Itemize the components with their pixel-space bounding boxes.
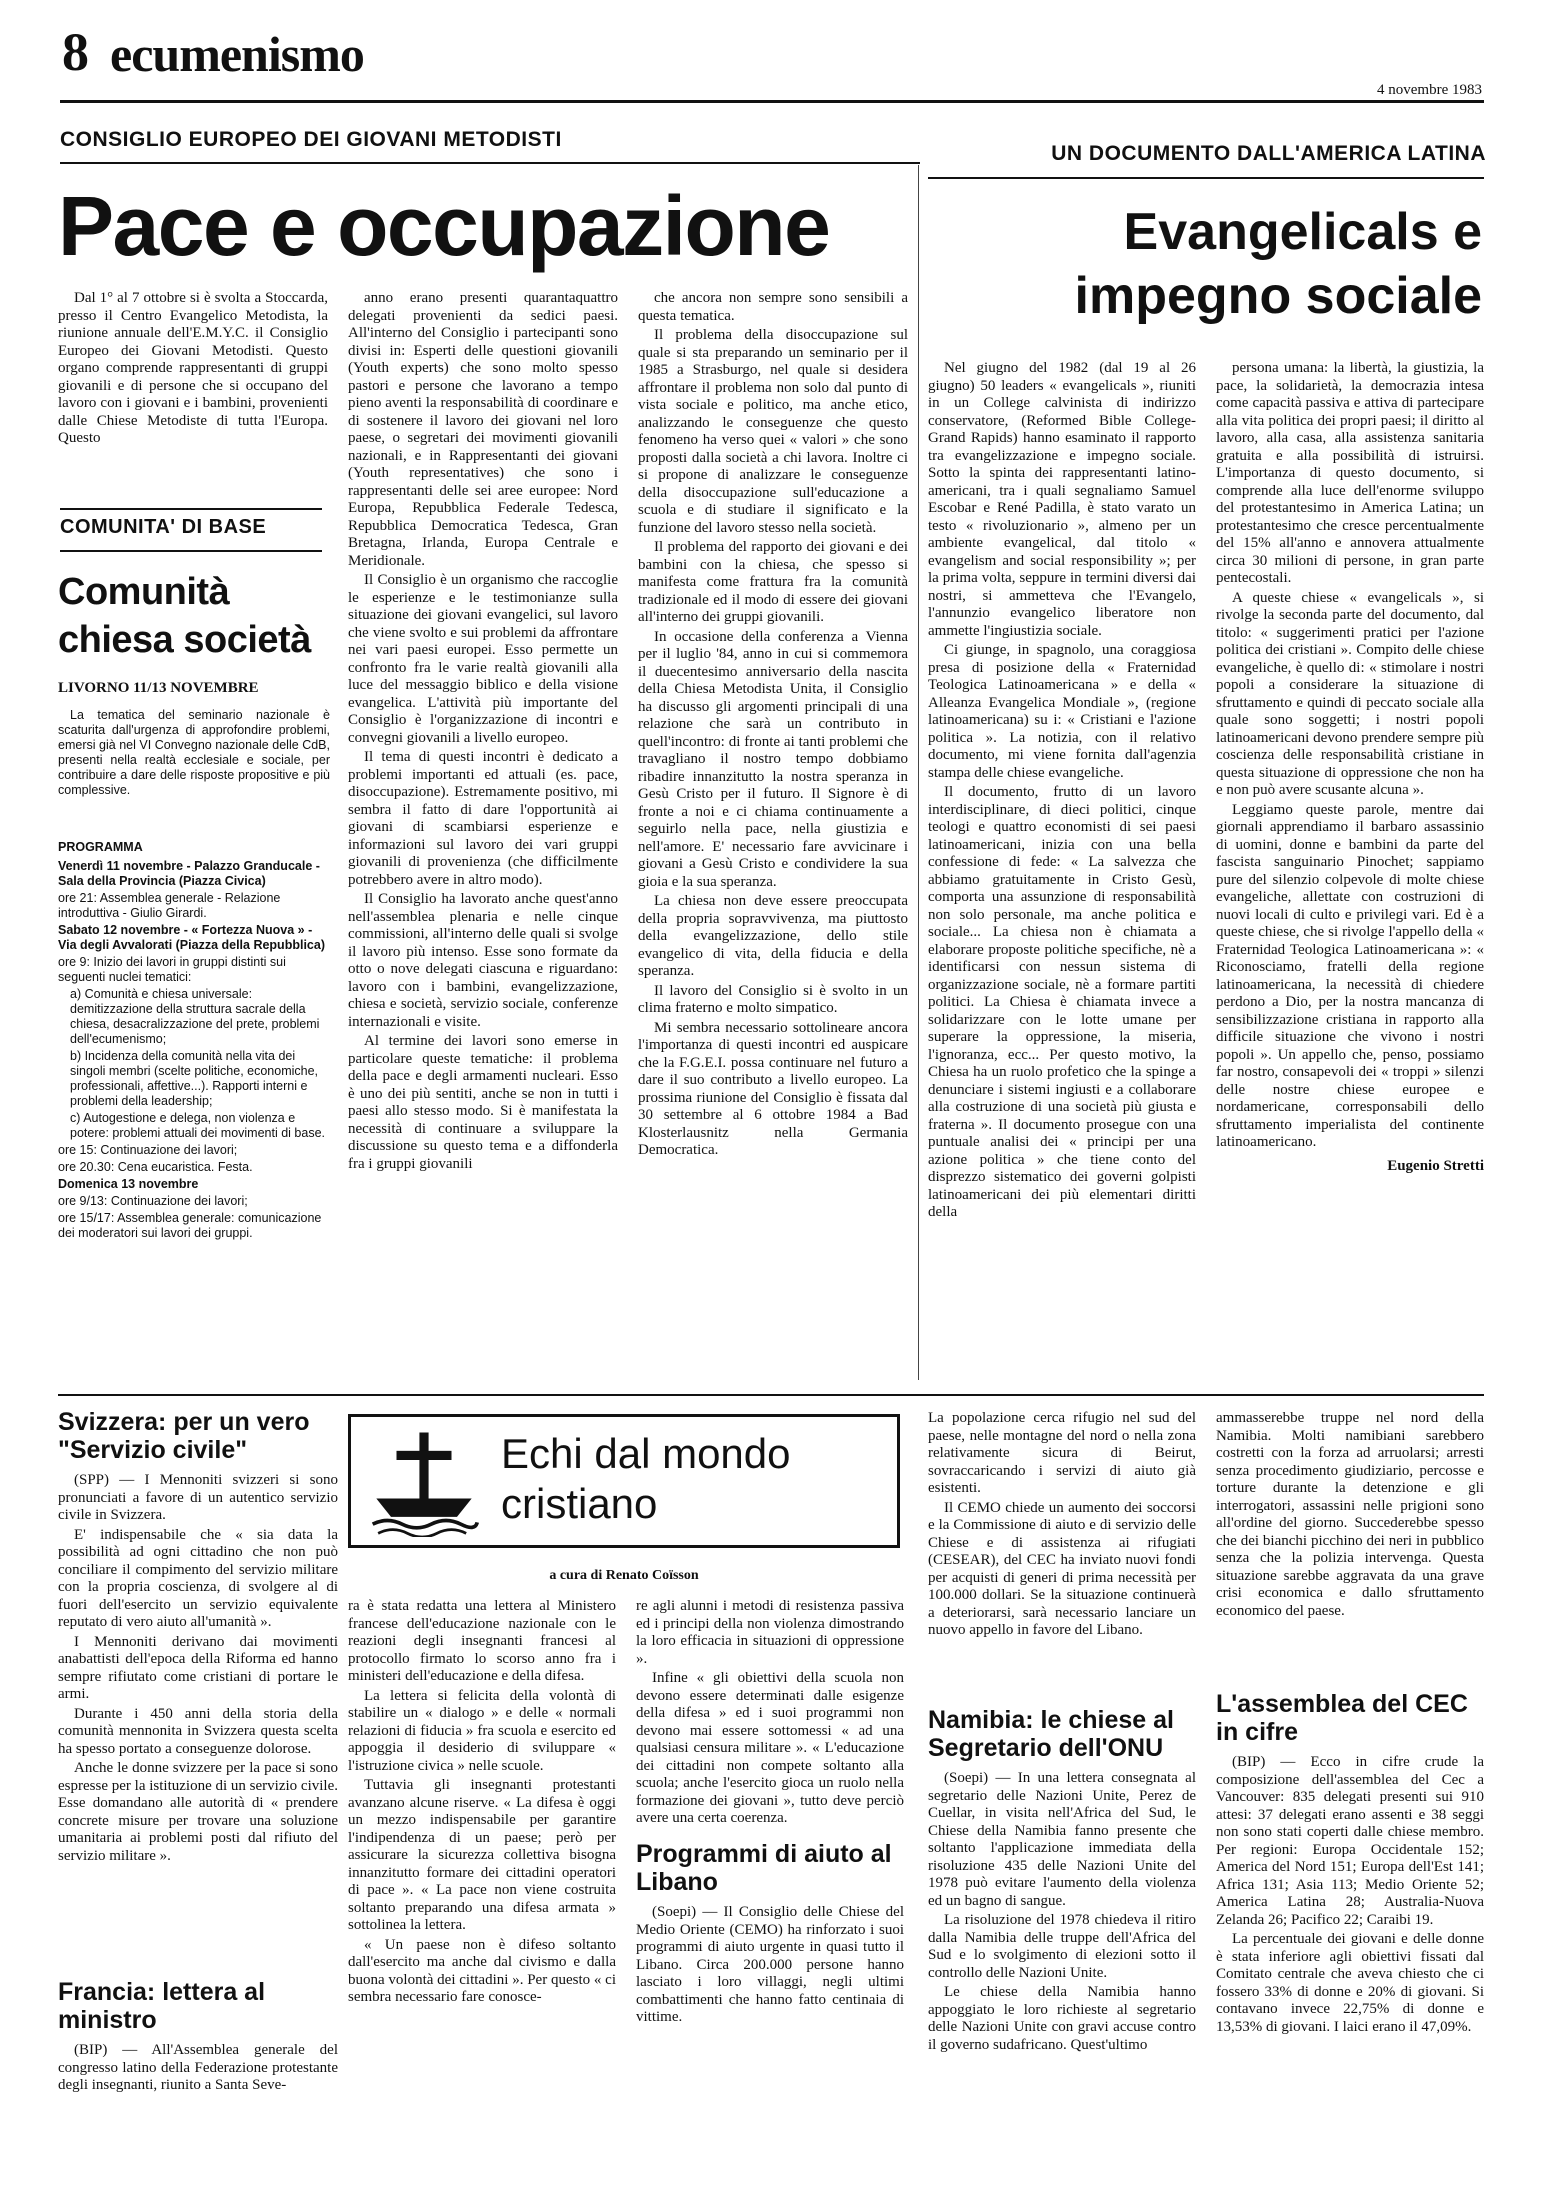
- paragraph: Il problema della disoccupazione sul quale si sta preparando un seminario per il 1985 a Strasburgo, nel quale si desidera affrontare il problema non solo dal punto di vista sociale e politico, ma anche etico, analizzando le conseguenze che questo fenomeno ha verso quei « valori » che sono proposti dalla società a chi lavora. Inoltre ci si propone di analizzare le conseguenze della disoccupazione sull'educazione a scuola e di studiare il significato e la funzione del lavoro stesso nella società.: [638, 327, 908, 536]
- rubric-left: CONSIGLIO EUROPEO DEI GIOVANI METODISTI: [60, 128, 562, 151]
- paragraph: Il tema di questi incontri è dedicato a problemi importanti ed attuali (es. pace, disoccupazione). Estremamente positivo, mi sembra il fatto di dare l'opportunità ai giovani di scambiarsi esperienze e informazioni sul lavoro dei vari gruppi giovanili di provenienza (che difficilmente potrebbero avere in altro modo).: [348, 749, 618, 888]
- programma: [58, 840, 330, 1400]
- namibia-body: [928, 1770, 1196, 2054]
- programma-item: ore 9/13: Continuazione dei lavori;: [58, 1194, 248, 1208]
- headline-evangelicals-line1: Evangelicals e: [1123, 203, 1482, 261]
- base-rule-bottom: [60, 550, 322, 552]
- paragraph: Durante i 450 anni della storia della comunità mennonita in Svizzera questa scelta ha spesso portato a conseguenze dolorose.: [58, 1705, 338, 1757]
- rubric-base: COMUNITA' DI BASE: [60, 516, 267, 538]
- cec-body: [1216, 1754, 1484, 2036]
- paragraph: Il CEMO chiede un aumento dei soccorsi e la Commissione di aiuto e di servizio delle Chiese e di assistenza ai rifugiati (CESEAR), del CEC ha inviato nuovi fondi per acquisti di generi di prima necessità per 100.000 dollari. Se la situazione continuerà a deteriorarsi, sarà necessario lanciare un nuovo appello in favore del Libano.: [928, 1499, 1196, 1638]
- paragraph: Nel giugno del 1982 (dal 19 al 26 giugno) 50 leaders « evangelicals », riuniti in un College calvinista di indirizzo conservatore, (Reformed Bible College-Grand Rapids) hanno esaminato il rapporto tra evangelizzazione e impegno sociale. Sotto la spinta dei rappresentanti latino-americani, tra i quali segnaliamo Samuel Escobar e René Padilla, è stato varato un testo « rivoluzionario », almeno per un ambiente evangelical, dal titolo « evangelism and social responsibility »; per la prima volta, seppure in termini diversi dai nostri, si ammetteva che l'Evangelo, l'annunzio evangelico liberatore non ammette l'ingiustizia sociale.: [928, 360, 1196, 639]
- paragraph: ammasserebbe truppe nel nord della Namibia. Molti namibiani sarebbero costretti con la forza ad arruolarsi; arresti senza procedimento giudiziario, percosse e torture durante la detenzione e gli interrogatori, assassini nelle prigioni sono all'ordine del giorno. Succederebbe spesso che dei bianchi picchino dei neri in pubblico senza che la polizia intervenga. Questa situazione sarebbe aggravata da una grave crisi economica e dallo sfruttamento economico del paese.: [1216, 1410, 1484, 1619]
- paragraph: Tuttavia gli insegnanti protestanti avanzano alcune riserve. « La difesa è oggi un mezzo indispensabile per garantire l'indipendenza di un paese; però per assicurare la sicurezza collettiva bisogna innanzitutto formare dei cittadini operatori di pace ». « La pace non viene costruita soltanto preparando una difesa armata » sottolinea la lettera.: [348, 1777, 616, 1933]
- column-separator: [918, 165, 919, 1380]
- headline-pace: Pace e occupazione: [58, 179, 830, 273]
- namibia-title: Namibia: le chiese al Segretario dell'ONU: [928, 1706, 1174, 1762]
- issue-date: 4 novembre 1983: [1377, 82, 1482, 98]
- namibia-cont: [1216, 1410, 1484, 1690]
- pace-col1: [58, 290, 328, 505]
- svizzera-title: Svizzera: per un vero "Servizio civile": [58, 1408, 310, 1464]
- paragraph: (BIP) — Ecco in cifre crude la composizione dell'assemblea del Cec a Vancouver: 835 delegati presenti sui 910 attesi: 37 delegati erano assenti e 38 seggi non sono stati coperti dalle chiese membro. Per regioni: Europa Occidentale 152; America del Nord 151; Europa dell'Est 141; Africa 131; Asia 113; Medio Oriente 52; America Latina 28; Australia-Nuova Zelanda 26; Pacifico 22; Caraibi 19.: [1216, 1754, 1484, 1928]
- base-intro: [58, 708, 330, 828]
- base-rule-top: [60, 508, 322, 510]
- paragraph: (Soepi) — In una lettera consegnata al segretario delle Nazioni Unite, Perez de Cuellar, in visita nell'Africa del Sud, le Chiese della Namibia fanno presente che soltanto l'applicazione immediata della risoluzione 435 delle Nazioni Unite del 1978 può evitare l'aumento della violenza ed un bagno di sangue.: [928, 1770, 1196, 1909]
- author-signature: Eugenio Stretti: [1387, 1157, 1484, 1174]
- svizzera-article: [58, 1408, 338, 1983]
- libano-article: [636, 1840, 904, 2180]
- pace-col3: [638, 290, 908, 1385]
- dateline: LIVORNO 11/13 NOVEMBRE: [58, 680, 259, 696]
- programma-list: [58, 859, 330, 1241]
- paragraph: (Soepi) — Il Consiglio delle Chiese del Medio Oriente (CEMO) ha rinforzato i suoi programmi di aiuto urgente in quasi tutto il Libano. Circa 200.000 persone hanno lasciato i loro villaggi, negli ultimi combattimenti che hanno fatto centinaia di vittime.: [636, 1904, 904, 2025]
- headline-evangelicals: [930, 200, 1482, 340]
- namibia-article: [928, 1706, 1196, 2181]
- masthead-rule: [60, 100, 1484, 103]
- cec-article: [1216, 1690, 1484, 2180]
- evangelicals-col1: [928, 360, 1196, 1390]
- paragraph: Al termine dei lavori sono emerse in particolare queste tematiche: il problema della pace e degli armamenti nucleari. Esso è uno dei più sentiti, anche se non in tutti i paesi allo stesso modo. Si è manifestata la necessità di continuare a sviluppare la discussione su questo tema e a diffonderla fra i gruppi giovanili: [348, 1033, 618, 1172]
- echi-box: [348, 1414, 900, 1548]
- programma-item: Sabato 12 novembre - « Fortezza Nuova » - Via degli Avvalorati (Piazza della Repubblica): [58, 923, 325, 952]
- paragraph: persona umana: la libertà, la giustizia, la pace, la solidarietà, la democrazia intesa come capacità passiva e attiva di partecipare alla vita politica dei propri paesi; il diritto al lavoro, alla casa, alla assistenza sanitaria gratuita e alla possibilità di istruirsi. L'importanza di questo documento, si comprende alla luce dell'enorme sviluppo del protestantesimo in America Latina; un protestantesimo che cresce percentualmente del 15% all'anno e annovera attualmente circa 30 milioni di persone, in gran parte pentecostali.: [1216, 360, 1484, 586]
- programma-item: Venerdì 11 novembre - Palazzo Granducale - Sala della Provincia (Piazza Civica): [58, 859, 320, 888]
- paragraph: Leggiamo queste parole, mentre dai giornali apprendiamo il barbaro assassinio di uomini, donne e bambini da parte del fascista sanguinario Pinochet; sappiamo pure del silenzio colpevole di molte chiese evangeliche, allettate con costruzioni di nuovi locali di culto e privilegi vari. Ed è a queste chiese, che si rivolge l'appello della « Fraternidad Teologica Latinoamericana »: « Riconosciamo, fratelli della regione latinoamericana, la necessità di chiedere perdono a Dio, per la nostra mancanza di sensibilizzazione cristiana in rapporto alla difficile situazione che vivono i nostri popoli ». Un appello che, penso, possiamo far nostro, consapevoli dei « troppi » silenzi delle nostre chiese europee e nordamericane, corresponsabili dello sfruttamento imperialista del continente latinoamericano.: [1216, 801, 1484, 1150]
- paragraph: re agli alunni i metodi di resistenza passiva ed i principi della non violenza dimostrando la loro efficacia in situazioni di oppressione ».: [636, 1598, 904, 1667]
- headline-comunita-line2: chiesa società: [58, 619, 311, 661]
- libano-cont: [928, 1410, 1196, 1710]
- paragraph: I Mennoniti derivano dai movimenti anabattisti dell'epoca della Riforma ed hanno sempre rifiutato come cristiani di portare le armi.: [58, 1633, 338, 1702]
- paragraph: La risoluzione del 1978 chiedeva il ritiro dalla Namibia delle truppe dell'Africa del Sud e lo svolgimento di elezioni sotto il controllo delle Nazioni Unite.: [928, 1912, 1196, 1981]
- programma-item: b) Incidenza della comunità nella vita dei singoli membri (scelte politiche, economiche, professionali, affettive...). Rapporti interni e problemi della leadership;: [70, 1049, 319, 1108]
- boat-cross-icon-hull: [376, 1499, 471, 1517]
- paragraph: ra è stata redatta una lettera al Ministero francese dell'educazione nazionale con le reazioni degli insegnanti francesi al protocollo firmato lo scorso anno fra i ministeri dell'educazione e della difesa.: [348, 1598, 616, 1684]
- programma-item: a) Comunità e chiesa universale: demitizzazione della struttura sacrale della chiesa, desacralizzazione del prete, problemi dell'ecumenismo;: [70, 987, 320, 1046]
- section-title: ecumenismo: [110, 26, 364, 82]
- boat-cross-icon-wave2: [378, 1530, 466, 1537]
- lower-section-rule: [58, 1394, 1484, 1396]
- echi-title-line1: Echi dal mondo: [501, 1430, 791, 1477]
- francia-article: [58, 1978, 338, 2178]
- francia-col3: [636, 1598, 904, 1858]
- paragraph: anno erano presenti quarantaquattro delegati provenienti da sedici paesi. All'interno del Consiglio i partecipanti sono divisi in: Esperti delle questioni giovanili (Youth experts) che sono molto spesso pastori e persone che lavorano a tempo pieno aventi la responsabilità di coordinare e di sostenere il lavoro dei giovani nel loro paese, o segretari dei movimenti giovanili nazionali, e in Rappresentanti dei giovani (Youth representatives) che sono i rappresentanti delle sei aree europee: Nord Europa, Repubblica Federale Tedesca, Repubblica Democratica Tedesca, Gran Bretagna, Irlanda, Europa Centrale e Meridionale.: [348, 290, 618, 569]
- pace-col2: [348, 290, 618, 1385]
- echi-title: [501, 1429, 891, 1529]
- rubric-right-rule: [928, 177, 1484, 179]
- paragraph: La popolazione cerca rifugio nel sud del paese, nelle montagne del nord o nella zona relativamente sicura di Beirut, sovraccaricando i servizi di aiuto già esistenti.: [928, 1410, 1196, 1496]
- paragraph: « Un paese non è difeso soltanto dall'esercito ma anche dal civismo e dalla buona volontà dei cittadini ». Per questo « ci sembra necessario fare conosce-: [348, 1936, 616, 2005]
- cec-title: L'assemblea del CEC in cifre: [1216, 1690, 1468, 1746]
- paragraph: La lettera si felicita della volontà di stabilire un « dialogo » e delle « normali relazioni di fiducia » fra scuola e esercito ed appoggia il desiderio di sviluppare « l'istruzione civica » nelle scuole.: [348, 1687, 616, 1774]
- paragraph: In occasione della conferenza a Vienna per il luglio '84, anno in cui si commemora il duecentesimo anniversario della nascita della Chiesa Metodista Unita, il Consiglio ha discusso gli argomenti principali di una relazione che sarà un contributo in quell'incontro: di fronte ai tanti problemi che travagliano il nostro tempo dobbiamo ribadire innanzitutto la nostra speranza in Gesù Cristo per il futuro. Il Signore è di fronte a noi e ci chiama continuamente a seguirlo nella pace, nella giustizia e nell'amore. E' necessario fare avvicinare i giovani a Gesù Cristo e condividere la sua gioia e la sua speranza.: [638, 628, 908, 890]
- echi-curator: a cura di Renato Coïsson: [549, 1568, 699, 1583]
- francia-title: Francia: lettera al ministro: [58, 1978, 266, 2034]
- paragraph: Dal 1° al 7 ottobre si è svolta a Stoccarda, presso il Centro Evangelico Metodista, la riunione annuale dell'E.M.Y.C. il Consiglio Europeo dei Giovani Metodisti. Questo organo comprende rappresentanti di gruppi giovanili e di persone che si occupano del lavoro con i giovani e i bambini, provenienti dalle Chiese Metodiste di tutta l'Europa. Questo: [58, 290, 328, 446]
- headline-comunita-line1: Comunità: [58, 571, 230, 613]
- libano-body: [636, 1904, 904, 2027]
- paragraph: (SPP) — I Mennoniti svizzeri si sono pronunciati a favore di un autentico servizio civile in Svizzera.: [58, 1472, 338, 1523]
- programma-item: ore 20.30: Cena eucaristica. Festa.: [58, 1160, 253, 1174]
- page-number: 8: [62, 22, 89, 82]
- programma-item: ore 21: Assemblea generale - Relazione introduttiva - Giulio Girardi.: [58, 891, 281, 920]
- programma-item: ore 15: Continuazione dei lavori;: [58, 1143, 238, 1157]
- paragraph: La chiesa non deve essere preoccupata della propria sopravvivenza, ma piuttosto della evangelizzazione, dello stile evangelico di vita, della fiducia e della speranza.: [638, 893, 908, 979]
- programma-item: Domenica 13 novembre: [58, 1177, 199, 1191]
- echi-title-line2: cristiano: [501, 1480, 658, 1527]
- programma-item: ore 15/17: Assemblea generale: comunicazione dei moderatori sui lavori dei gruppi.: [58, 1211, 322, 1240]
- paragraph: Il problema del rapporto dei giovani e dei bambini con la chiesa, che spesso si manifesta come frattura fra la comunità tradizionale ed il modo di essere dei giovani all'interno dei gruppi giovanili.: [638, 539, 908, 625]
- headline-evangelicals-line2: impegno sociale: [1074, 267, 1482, 325]
- programma-item: ore 9: Inizio dei lavori in gruppi distinti sui seguenti nuclei tematici:: [58, 955, 286, 984]
- paragraph: (BIP) — All'Assemblea generale del congresso latino della Federazione protestante degli insegnanti, riunito a Santa Seve-: [58, 2042, 338, 2093]
- paragraph: E' indispensabile che « sia data la possibilità ad ogni cittadino che non può conciliare il compimento del servizio militare con la propria coscienza, di svolgere al di fuori dell'esercito un servizio equivalente reputato di vero aiuto all'umanità ».: [58, 1526, 338, 1630]
- francia-body: [58, 2042, 338, 2095]
- paragraph: La percentuale dei giovani e delle donne è stata inferiore agli obiettivi fissati dal Comitato centrale che aveva chiesto che ci fossero 33% di donne e 20% di giovani. Si contavano invece 22,75% di donne e 13,53% di giovani. I laici erano il 47,09%.: [1216, 1931, 1484, 2035]
- paragraph: La tematica del seminario nazionale è scaturita dall'urgenza di approfondire problemi, emersi già nel VI Convegno nazionale delle CdB, presenti nella realtà ecclesiale e sociale, per contribuire a dare delle risposte propositive e più complessive.: [58, 708, 330, 797]
- programma-label: PROGRAMMA: [58, 840, 143, 854]
- boat-cross-icon-mast: [419, 1433, 428, 1503]
- paragraph: Mi sembra necessario sottolineare ancora l'importanza di questi incontri ed auspicare che la F.G.E.I. possa continuare nel futuro a dare il suo contributo a livello europeo. La prossima riunione del Consiglio è fissata dal 30 settembre al 6 ottobre 1984 a Bad Klosterlausnitz nella Germania Democratica.: [638, 1019, 908, 1158]
- paragraph: Anche le donne svizzere per la pace si sono espresse per la istituzione di un servizio civile. Esse domandano alle autorità di « prendere concrete misure per trovare una soluzione umanitaria ai problemi posti dal rifiuto del servizio militare ».: [58, 1760, 338, 1864]
- rubric-left-rule: [60, 162, 920, 164]
- evangelicals-col2: [1216, 360, 1484, 1380]
- headline-comunita: [58, 568, 333, 678]
- programma-item: c) Autogestione e delega, non violenza e potere: problemi attuali dei movimenti di base.: [70, 1111, 325, 1140]
- masthead: [62, 22, 1482, 102]
- paragraph: A queste chiese « evangelicals », si rivolge la seconda parte del documento, dal titolo: « suggerimenti pratici per l'azione politica dei cristiani ». Compito delle chiese evangeliche, è quello di: « stimolare i nostri popoli a considerare la situazione di sfruttamento e quindi di peccato sociale alla quale sono soggetti; i nostri popoli latinoamericani devono prendere sempre più coscienza delle responsabilità cristiane in questa situazione di oppressione che non ha e non può avere scusante alcuna ».: [1216, 589, 1484, 798]
- paragraph: Il Consiglio ha lavorato anche quest'anno nell'assemblea plenaria e nelle cinque commissioni, all'interno delle quali si svolge il lavoro più intenso. Esse sono formate da otto o nove delegati ciascuna e riguardano: lavoro con i bambini, evangelizzazione, chiesa e società, servizio sociale, conferenze internazionali e visite.: [348, 891, 618, 1030]
- paragraph: Il documento, frutto di un lavoro interdisciplinare, di dieci politici, cinque teologi e quattro economisti di sei paesi latinoamericani, inizia con una bella confessione di fede: « La salvezza che abbiamo gratuitamente in Cristo Gesù, comporta una assunzione di responsabilità non solo personale, ma anche politica e sociale... La chiesa non è chiamata a elaborare proposte politiche specifiche, nè a identificarsi con nessun sistema di organizzazione sociale, nè a formare partiti politici. La Chiesa è chiamata invece a solidarizzare con le lotte umane per superare la oppressione, la miseria, l'ignoranza, ecc... Per questo motivo, la Chiesa ha un ruolo profetico che la spinge a denunciare i sistemi ingiusti e a collaborare alla costruzione di una società più giusta e fraterna ». Il documento prosegue con una puntuale analisi dei « principi per una azione politica » che tiene conto del disprezzo sistematico dei governi golpisti latinoamericani dei più elementari diritti della: [928, 784, 1196, 1220]
- francia-col2: [348, 1598, 616, 2178]
- libano-title: Programmi di aiuto al Libano: [636, 1840, 892, 1896]
- boat-cross-icon-bar: [397, 1451, 452, 1460]
- svizzera-body: [58, 1472, 338, 1865]
- paragraph: che ancora non sempre sono sensibili a questa tematica.: [638, 290, 908, 324]
- paragraph: Le chiese della Namibia hanno appoggiato le loro richieste al segretario delle Nazioni Unite con gravi accuse contro il governo sudafricano. Quest'ultimo: [928, 1984, 1196, 2053]
- paragraph: Il lavoro del Consiglio si è svolto in un clima fraterno e molto simpatico.: [638, 982, 908, 1016]
- rubric-right: UN DOCUMENTO DALL'AMERICA LATINA: [1051, 142, 1486, 165]
- boat-cross-icon-wave1: [373, 1521, 478, 1528]
- paragraph: Infine « gli obiettivi della scuola non devono essere determinati dalle esigenze della difesa » ed i suoi programmi non devono mai essere sottomessi « ad una qualsiasi censura militare ». « L'educazione dei cittadini non compete soltanto alla scuola; anche l'esercito gioca un ruolo nella formazione dei giovani », tutto deve perciò avere una certa coerenza.: [636, 1670, 904, 1826]
- paragraph: Ci giunge, in spagnolo, una coraggiosa presa di posizione della « Fraternidad Teologica Latinoamericana » e della « Alleanza Evangelica Mondiale », (regione latinoamericana) su i: « Cristiani e l'azione politica ». La notizia, con il relativo documento, mi viene fornita dall'agenzia stampa delle chiese evangeliche.: [928, 642, 1196, 781]
- boat-cross-icon: [369, 1427, 479, 1537]
- paragraph: Il Consiglio è un organismo che raccoglie le esperienze e le testimonianze sulla situazione dei giovani evangelici, sul lavoro che viene svolto e sui problemi da affrontare nei vari paesi europei. Esso permette un confronto fra le varie realtà giovanili alla luce del messaggio biblico e della visione evangelica. L'attività più importante del Consiglio è l'organizzazione di incontri e convegni giovanili a livello europeo.: [348, 572, 618, 746]
